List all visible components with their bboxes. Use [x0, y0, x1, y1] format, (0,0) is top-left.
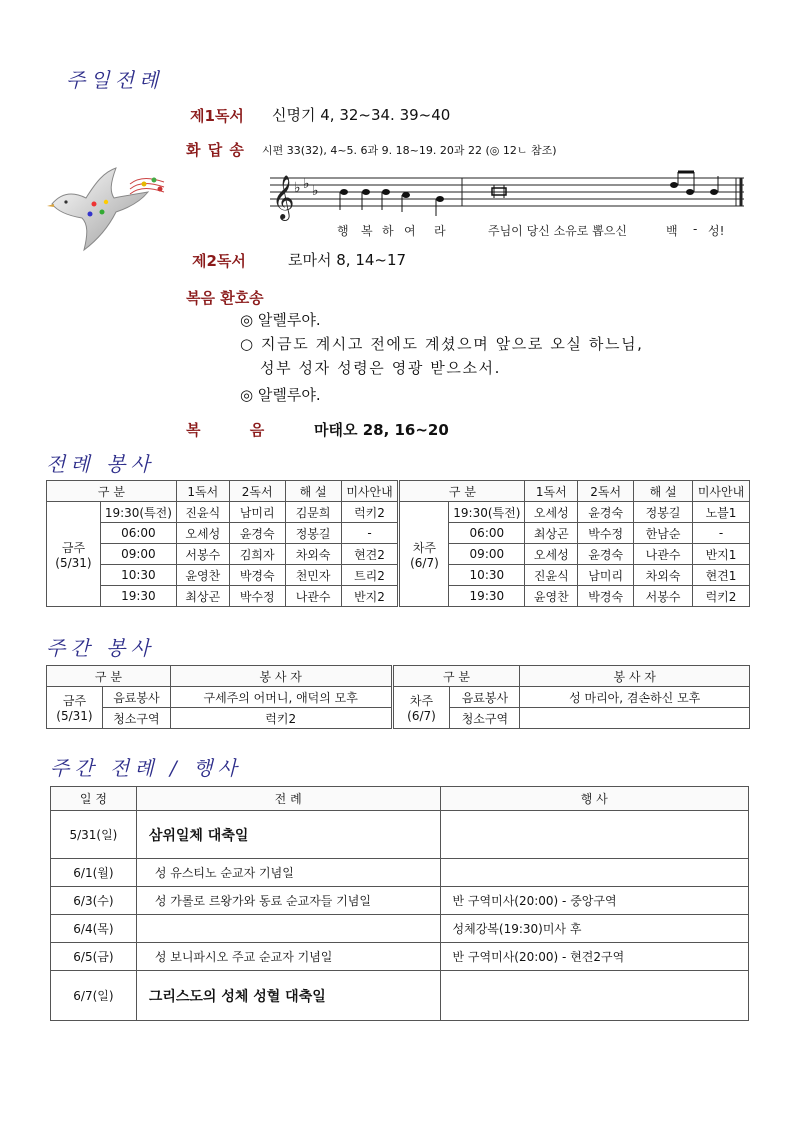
gospel-text: 마태오 28, 16~20 [314, 421, 449, 439]
table-row [47, 502, 750, 523]
cell: 09:00 [100, 544, 176, 565]
cell: 성 마리아, 겸손하신 모후 [520, 687, 750, 708]
header-gubun-2: 구 분 [392, 666, 520, 687]
liturgy-cell: 그리스도의 성체 성혈 대축일 [136, 971, 440, 1021]
table-row [51, 943, 749, 971]
acclamation-line-1: ◎ 알렐루야. [240, 311, 321, 329]
header-reading2: 2독서 [229, 481, 285, 502]
cell: 반지2 [341, 586, 399, 607]
liturgy-header-row [47, 481, 750, 502]
cell: 트리2 [341, 565, 399, 586]
cell: 남미리 [578, 565, 634, 586]
this-week-cell: 금주 (5/31) [47, 687, 103, 729]
cell: 06:00 [100, 523, 176, 544]
cell: 노블1 [693, 502, 750, 523]
cell: 김문희 [285, 502, 341, 523]
cell: 19:30(특전) [100, 502, 176, 523]
cell: 윤경숙 [229, 523, 285, 544]
cell: 현견2 [341, 544, 399, 565]
table-row [47, 687, 750, 708]
header-volunteer-2: 봉 사 자 [520, 666, 750, 687]
cell: 남미리 [229, 502, 285, 523]
first-reading-label: 제1독서 [190, 107, 244, 125]
lyric-6: 주님이 당신 소유로 뽑으신 [488, 224, 627, 238]
this-week-cell: 금주 (5/31) [47, 502, 101, 607]
header-reading1: 1독서 [176, 481, 229, 502]
table-row [51, 859, 749, 887]
weekly-header-row [47, 666, 750, 687]
date-cell: 6/5(금) [51, 943, 137, 971]
cell: 박수정 [578, 523, 634, 544]
second-reading-label: 제2독서 [192, 252, 246, 270]
event-cell [440, 811, 748, 859]
cell: 진윤식 [525, 565, 578, 586]
cell: 오세성 [525, 544, 578, 565]
cell: 정봉길 [285, 523, 341, 544]
acclamation-line-3: 성부 성자 성령은 영광 받으소서. [260, 359, 502, 377]
event-cell: 반 구역미사(20:00) - 중앙구역 [440, 887, 748, 915]
psalm-text: 시편 33(32), 4~5. 6과 9. 18~19. 20과 22 (◎ 12ㄴ 참조) [262, 144, 557, 157]
cell: 윤영찬 [176, 565, 229, 586]
cell: 박경숙 [578, 586, 634, 607]
cell: 럭키2 [693, 586, 750, 607]
cell: 럭키2 [170, 708, 392, 729]
table-row [47, 586, 750, 607]
svg-text:♭: ♭ [294, 180, 301, 196]
liturgy-cell [136, 915, 440, 943]
event-cell [440, 971, 748, 1021]
header-commentary-2: 해 설 [634, 481, 693, 502]
header-volunteer: 봉 사 자 [170, 666, 392, 687]
cell: 19:30 [100, 586, 176, 607]
date-cell: 6/1(월) [51, 859, 137, 887]
cell: 천민자 [285, 565, 341, 586]
cell: 윤경숙 [578, 544, 634, 565]
cell: 한남순 [634, 523, 693, 544]
cell: 럭키2 [341, 502, 399, 523]
cell: - [341, 523, 399, 544]
cell: 진윤식 [176, 502, 229, 523]
cell: 06:00 [449, 523, 525, 544]
cell: - [693, 523, 750, 544]
cell: 현견1 [693, 565, 750, 586]
lyric-8: - [693, 222, 698, 236]
cell: 정봉길 [634, 502, 693, 523]
date-cell: 6/3(수) [51, 887, 137, 915]
header-mass-guide: 미사안내 [341, 481, 399, 502]
date-cell: 5/31(일) [51, 811, 137, 859]
cell: 19:30(특전) [449, 502, 525, 523]
acclamation-label: 복음 환호송 [186, 289, 264, 307]
date-cell: 6/4(목) [51, 915, 137, 943]
cell: 윤경숙 [578, 502, 634, 523]
cell: 차외숙 [285, 544, 341, 565]
dove-illustration [44, 162, 169, 254]
weekly-events-table [50, 786, 749, 1021]
psalm-label: 화 답 송 [186, 141, 245, 159]
cell: 박경숙 [229, 565, 285, 586]
second-reading-text: 로마서 8, 14~17 [288, 251, 407, 269]
cell: 청소구역 [102, 708, 170, 729]
header-gubun: 구 분 [47, 481, 177, 502]
weekly-service-title: 주간 봉사 [46, 636, 155, 660]
cell: 나관수 [285, 586, 341, 607]
liturgy-cell: 성 보니파시오 주교 순교자 기념일 [136, 943, 440, 971]
liturgy-cell: 성 유스티노 순교자 기념일 [136, 859, 440, 887]
first-reading-text: 신명기 4, 32~34. 39~40 [272, 106, 451, 124]
weekly-service-table [46, 665, 750, 729]
events-header-row [51, 787, 749, 811]
table-row [47, 523, 750, 544]
lyric-5: 라 [434, 224, 446, 238]
gospel-label: 복 음 [186, 421, 265, 439]
cell: 나관수 [634, 544, 693, 565]
svg-text:𝄞: 𝄞 [272, 175, 295, 219]
event-cell: 성체강복(19:30)미사 후 [440, 915, 748, 943]
svg-text:♭: ♭ [303, 176, 310, 192]
lyric-2: 복 [361, 224, 373, 238]
header-date: 일 정 [51, 787, 137, 811]
header-mass-guide-2: 미사안내 [693, 481, 750, 502]
cell: 구세주의 어머니, 애덕의 모후 [170, 687, 392, 708]
table-row [51, 915, 749, 943]
header-liturgy: 전 례 [136, 787, 440, 811]
cell: 최상곤 [525, 523, 578, 544]
header-commentary: 해 설 [285, 481, 341, 502]
table-row [51, 811, 749, 859]
table-row [47, 565, 750, 586]
cell: 김희자 [229, 544, 285, 565]
liturgy-service-title: 전례 봉사 [46, 452, 155, 476]
acclamation-line-4: ◎ 알렐루야. [240, 386, 321, 404]
cell: 박수정 [229, 586, 285, 607]
header-gubun-2: 구 분 [399, 481, 525, 502]
lyric-9: 성! [708, 224, 725, 238]
next-week-cell: 차주 (6/7) [399, 502, 449, 607]
table-row [51, 971, 749, 1021]
next-week-cell: 차주 (6/7) [392, 687, 450, 729]
cell: 차외숙 [634, 565, 693, 586]
cell: 음료봉사 [450, 687, 520, 708]
liturgy-cell: 성 가롤로 르왕가와 동료 순교자들 기념일 [136, 887, 440, 915]
event-cell [440, 859, 748, 887]
table-row [47, 544, 750, 565]
cell: 10:30 [100, 565, 176, 586]
date-cell: 6/7(일) [51, 971, 137, 1021]
lyric-3: 하 [382, 224, 394, 238]
cell [520, 708, 750, 729]
lyric-7: 백 [666, 224, 678, 238]
cell: 오세성 [525, 502, 578, 523]
acclamation-line-2: ○ 지금도 계시고 전에도 계셨으며 앞으로 오실 하느님, [240, 335, 644, 353]
cell: 최상곤 [176, 586, 229, 607]
event-cell: 반 구역미사(20:00) - 현견2구역 [440, 943, 748, 971]
cell: 10:30 [449, 565, 525, 586]
cell: 09:00 [449, 544, 525, 565]
header-event: 행 사 [440, 787, 748, 811]
header-reading2-2: 2독서 [578, 481, 634, 502]
cell: 음료봉사 [102, 687, 170, 708]
table-row [51, 887, 749, 915]
liturgy-cell: 삼위일체 대축일 [136, 811, 440, 859]
cell: 청소구역 [450, 708, 520, 729]
cell: 서봉수 [634, 586, 693, 607]
lyric-1: 행 [337, 224, 349, 238]
lyric-4: 여 [404, 224, 416, 238]
header-reading1-2: 1독서 [525, 481, 578, 502]
weekly-events-title: 주간 전례 / 행사 [50, 756, 242, 780]
cell: 윤영찬 [525, 586, 578, 607]
cell: 반지1 [693, 544, 750, 565]
sunday-liturgy-title: 주일전례 [66, 68, 164, 92]
header-gubun: 구 분 [47, 666, 171, 687]
svg-text:♭: ♭ [312, 183, 319, 199]
liturgy-service-table [46, 480, 750, 607]
cell: 19:30 [449, 586, 525, 607]
cell: 오세성 [176, 523, 229, 544]
cell: 서봉수 [176, 544, 229, 565]
